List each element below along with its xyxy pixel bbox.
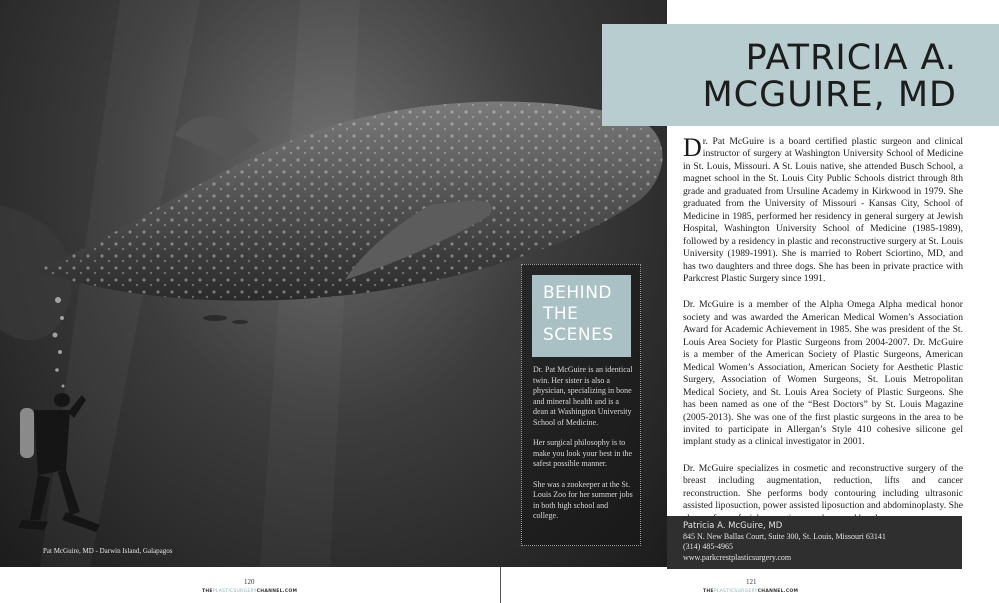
right-page-number: 121	[746, 578, 757, 586]
left-page-number: 120	[244, 578, 255, 586]
sidebar-body	[533, 365, 633, 532]
page-divider	[500, 567, 501, 603]
sidebar-paragraph-2: Her surgical philosophy is to make you look your best in the safest possible manner.	[533, 438, 633, 468]
bio-paragraph-3: Dr. McGuire specializes in cosmetic and reconstructive surgery of the breast including augmentation, reduction, lifts and cancer reconstruction. She performs body contouring including ultrasonic assisted liposuction, power assisted liposuction and abdominoplasty. She	[683, 462, 963, 512]
title-line-2: MCGUIRE, MD	[702, 75, 957, 115]
bio-paragraph-1: Dr. Pat McGuire is a board certified plastic surgeon and clinical instructor of surgery at Washington University School of Medicine in St. Louis, Missouri. A St. Louis native, she attended Busch School, a magnet school in the St. Louis City Public Schools district through 8th grade and graduated from Ursuline Academy in Kirkwood in 1979. She graduated from the University of Missouri - Kansas City, School of Medicine in 1985, performed her residency in general surgery at Jewish Hospital, Washington University School of Medicine (1985-1989), followed by a residency in plastic and reconstructive surgery at St. Louis University (1989-1991). She is married to Robert Sciortino, MD, and has two daughters and three dogs. She has been in private practice with Parkcrest Plastic Surgery since 1991.	[683, 133, 963, 284]
photo-caption: Pat McGuire, MD - Darwin Island, Galapagos	[43, 547, 173, 555]
contact-box	[667, 516, 962, 569]
contact-address: 845 N. New Ballas Court, Suite 300, St. Louis, Missouri 63141	[683, 532, 886, 541]
drop-cap: D	[683, 133, 702, 162]
dorsal-fin	[175, 116, 260, 160]
sidebar-title: BEHIND THE SCENES	[532, 275, 631, 357]
page-title	[702, 40, 957, 114]
contact-phone: (314) 485-4965	[683, 542, 733, 552]
bio-paragraph-2: Dr. McGuire is a member of the Alpha Omega Alpha medical honor society and was awarded the American Medical Women’s Association Award for Academic Achievement in 1985. She was president of the St. Louis Area Society for Plastic Surgeons from 2004-2007. Dr. McGuire is a member of the American Society of Plastic Surgeons, American Medical Women’s Association, American Society for Aesthetic Plastic Surgery, Association of Women Surgeons, St. Louis Metropolitan Medical Society, and St. Louis Area Society of Plastic Surgeons. She has been named as one of the “Best Doctors” by St. Louis Magazine (2005-2013). She was one of the first plastic surgeons in the area to be invited to participate in Allergan’s Style 410 cohesive silicone gel implant study as a clinical investigator in 2001.	[683, 299, 963, 448]
sidebar-paragraph-3: She was a zookeeper at the St. Louis Zoo for her summer jobs in both high school and college.	[533, 479, 633, 520]
right-footer-logo: THEPLASTICSURGERYCHANNEL.COM	[703, 589, 799, 594]
title-line-1: PATRICIA A.	[745, 38, 957, 78]
sidebar-paragraph-1: Dr. Pat McGuire is an identical twin. Her sister is also a physician, specializing in bone and mineral health and is a dean at Washington University School of Medicine.	[533, 365, 633, 427]
contact-name: Patricia A. McGuire, MD	[683, 521, 783, 531]
behind-the-scenes-box	[521, 264, 641, 546]
left-footer-logo: THEPLASTICSURGERYCHANNEL.COM	[202, 589, 298, 594]
contact-website[interactable]: www.parkcrestplasticsurgery.com	[683, 552, 792, 562]
biography-text	[683, 133, 963, 539]
